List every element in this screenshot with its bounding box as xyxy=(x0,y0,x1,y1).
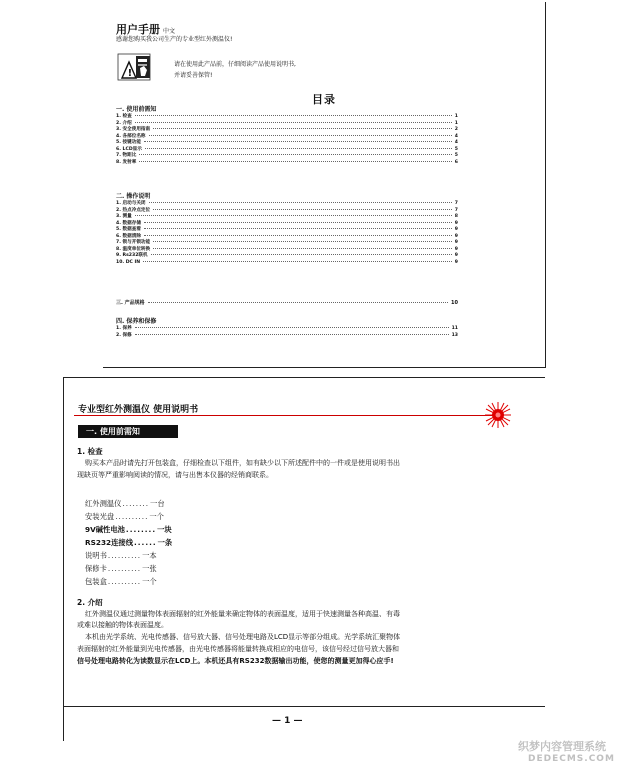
toc-entry-label: 4. 数据存储 xyxy=(116,220,141,226)
manual-title-suffix: 中文 xyxy=(163,28,176,35)
toc-entry-label: 4. 各部位名称 xyxy=(116,133,146,139)
toc-entry-page: 9 xyxy=(454,259,458,265)
toc-leader xyxy=(148,302,448,303)
item-name: 说明书 xyxy=(85,551,107,560)
toc-entry-page: 9 xyxy=(454,227,458,232)
toc-entry-page: 9 xyxy=(454,253,458,258)
notice-line-1: 请在使用此产品前，仔细阅读产品使用说明书, xyxy=(174,61,296,68)
toc-entry-label: 2. 保修 xyxy=(116,332,132,338)
section-header-bar: 一. 使用前需知 xyxy=(78,425,178,438)
item-quantity: 一个 xyxy=(142,577,157,586)
item-quantity: 一张 xyxy=(142,564,157,573)
toc-entry-page: 5 xyxy=(454,146,458,152)
toc-entry-label: 6. 数据清除 xyxy=(116,233,141,239)
toc-leader xyxy=(144,228,452,229)
intro-paragraph-1-line-2: 或难以接触的物体表面温度。 xyxy=(77,621,168,629)
item-leader: .......... xyxy=(107,564,142,573)
package-contents-list xyxy=(85,497,172,588)
list-item xyxy=(85,510,172,523)
toc-entry-label: 5. 按键功能 xyxy=(116,140,141,145)
laser-burst-icon xyxy=(484,401,512,429)
item-name: 9V碱性电池 xyxy=(85,525,125,534)
toc-entry-page: 9 xyxy=(454,240,458,245)
toc-entry-label: 三. 产品规格 xyxy=(116,300,145,306)
toc-entry-label: 3. 安全使用指南 xyxy=(116,127,151,132)
toc-entry-page: 1 xyxy=(454,114,458,119)
item-name: RS232连接线 xyxy=(85,538,133,547)
item-quantity: 一本 xyxy=(142,551,157,560)
item-leader: ........ xyxy=(122,499,150,508)
toc-leader xyxy=(151,254,452,255)
watermark-english: DEDECMS.COM xyxy=(528,754,615,764)
list-item xyxy=(85,536,172,549)
toc-entry-page: 7 xyxy=(454,201,458,206)
item-quantity: 一个 xyxy=(149,512,164,521)
toc-leader xyxy=(143,261,452,262)
toc-entry-label: 7. 锁与开锁功能 xyxy=(116,240,151,245)
toc-leader xyxy=(139,161,451,162)
toc-section-title: 一. 使用前需知 xyxy=(116,106,157,113)
manual-toc-page xyxy=(103,2,546,368)
toc-entry[interactable] xyxy=(116,260,458,267)
toc-leader xyxy=(144,222,452,223)
watermark-chinese: 织梦内容管理系统 xyxy=(518,740,606,753)
toc-entry-label: 8. 发射率 xyxy=(116,159,137,165)
toc-heading: 目录 xyxy=(312,93,336,106)
toc-leader xyxy=(149,202,452,203)
intro-paragraph-1-line-1: 红外测温仪通过测量物体表面辐射的红外能量来确定物体的表面温度，适用于快速测量各种高温、有毒 xyxy=(85,610,400,618)
toc-entry-page: 8 xyxy=(454,214,458,219)
check-paragraph-line-1: 购买本产品时请先打开包装盒，仔细检查以下组件，如有缺少以下所述配件中的一件或是使用说明书出 xyxy=(85,459,400,467)
toc-entry-label: 6. LCD显示 xyxy=(116,146,142,152)
toc-entry-label: 3. 测量 xyxy=(116,214,132,219)
intro-heading: 2. 介绍 xyxy=(77,598,103,607)
item-leader: ...... xyxy=(134,538,157,547)
toc-entry-page: 6 xyxy=(454,159,458,165)
toc-entry-page: 1 xyxy=(454,120,458,126)
toc-entry-page: 4 xyxy=(454,133,458,139)
toc-entry-page: 2 xyxy=(454,127,458,132)
svg-text:!: ! xyxy=(127,68,133,79)
manual-title: 用户手册 xyxy=(116,23,160,36)
toc-entry[interactable] xyxy=(116,299,458,307)
item-leader: .......... xyxy=(107,577,142,586)
toc-leader xyxy=(144,235,452,236)
toc-leader xyxy=(135,115,452,116)
read-manual-warning-icon xyxy=(116,52,152,82)
toc-leader xyxy=(135,215,452,216)
item-leader: .......... xyxy=(115,512,149,521)
toc-section-title: 四. 保养和保修 xyxy=(116,318,157,325)
intro-paragraph-2-line-2: 表面辐射的红外能量到光电传感器，由光电传感器将能量转换成相应的电信号，该信号经过信号放大器和 xyxy=(77,645,399,653)
item-name: 红外测温仪 xyxy=(85,499,122,508)
check-paragraph-line-2: 现缺页等严重影响阅读的情况，请与出售本仪器的经销商联系。 xyxy=(77,471,273,479)
intro-paragraph-2-line-3: 信号处理电路转化为读数显示在LCD上。本机还具有RS232数据输出功能，使您的测量更加得心应手! xyxy=(77,657,394,665)
toc-leader xyxy=(149,135,452,136)
toc-entry-page: 9 xyxy=(454,246,458,252)
toc-entry-page: 9 xyxy=(454,233,458,239)
item-quantity: 一台 xyxy=(150,499,165,508)
toc-leader xyxy=(153,241,452,242)
toc-entry-page: 9 xyxy=(454,220,458,226)
toc-leader xyxy=(153,128,452,129)
thanks-text: 感谢您购买我公司生产的专业型红外测温仪! xyxy=(116,36,233,43)
list-item xyxy=(85,562,172,575)
toc-leader xyxy=(153,248,452,249)
toc-leader xyxy=(135,122,452,123)
toc-leader xyxy=(145,148,452,149)
item-name: 保修卡 xyxy=(85,564,107,573)
read-manual-notice xyxy=(174,59,296,81)
toc-entry-label: 2. 介绍 xyxy=(116,120,132,126)
toc-entry-page: 4 xyxy=(454,140,458,145)
toc-entry-label: 2. 热点冷点定位 xyxy=(116,207,151,213)
document-title: 专业型红外测温仪 使用说明书 xyxy=(78,405,199,415)
toc-entry-label: 1. 启动与关闭 xyxy=(116,201,146,206)
toc-section-2 xyxy=(116,192,458,266)
toc-leader xyxy=(135,334,449,335)
toc-leader xyxy=(139,154,451,155)
toc-entry-label: 1. 检查 xyxy=(116,114,132,119)
toc-entry-page: 11 xyxy=(451,326,458,331)
intro-paragraph-2-line-1: 本机由光学系统、光电传感器、信号放大器、信号处理电路及LCD显示等部分组成。光学系统汇聚物体 xyxy=(85,633,401,641)
item-leader: ........ xyxy=(125,525,157,534)
toc-entry-label: 10. DC IN xyxy=(116,259,141,265)
item-leader: .......... xyxy=(107,551,142,560)
toc-entry-label: 5. 数据查看 xyxy=(116,227,141,232)
footer-divider xyxy=(64,706,545,707)
item-name: 安装光盘 xyxy=(85,512,115,521)
toc-entry-label: 8. 温度单位转换 xyxy=(116,246,151,252)
title-divider xyxy=(74,415,494,416)
toc-entry-page: 5 xyxy=(454,153,458,158)
toc-entry-page: 10 xyxy=(451,300,458,306)
list-item xyxy=(85,523,172,536)
item-quantity: 一条 xyxy=(157,538,173,547)
item-quantity: 一块 xyxy=(157,525,172,534)
toc-entry-page: 13 xyxy=(451,332,458,338)
toc-section-1 xyxy=(116,105,458,166)
page-number: — 1 — xyxy=(272,716,303,726)
toc-section-4 xyxy=(116,317,458,339)
check-heading: 1. 检查 xyxy=(77,447,103,456)
toc-leader xyxy=(153,209,452,210)
toc-leader xyxy=(144,141,452,142)
list-item xyxy=(85,575,172,588)
toc-section-title: 二. 操作说明 xyxy=(116,193,151,200)
toc-entry-label: 9. Rs232联机 xyxy=(116,253,148,258)
toc-entry[interactable] xyxy=(116,160,458,167)
toc-entry-page: 7 xyxy=(454,207,458,213)
toc-entry[interactable] xyxy=(116,333,458,340)
toc-entry-label: 1. 保养 xyxy=(116,326,132,331)
toc-section-3 xyxy=(116,299,458,307)
instructions-page xyxy=(63,377,545,741)
item-name: 包装盒 xyxy=(85,577,107,586)
toc-entry-label: 7. 物距比 xyxy=(116,153,137,158)
list-item xyxy=(85,549,172,562)
toc-leader xyxy=(135,327,449,328)
notice-line-2: 并请妥善保管! xyxy=(174,72,213,79)
list-item xyxy=(85,497,172,510)
